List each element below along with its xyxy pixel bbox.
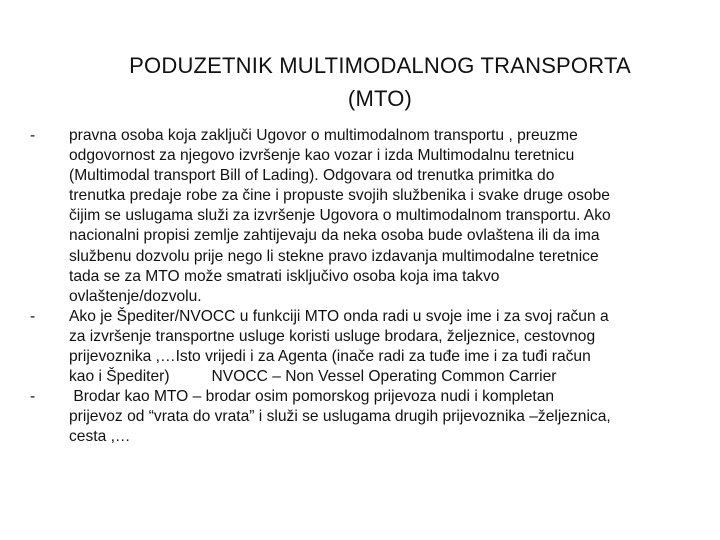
bullet-item-mto-definition bbox=[30, 126, 690, 307]
bullet-line: službenu dozvolu prije nego li stekne pravo izdavanja multimodalne teretnice bbox=[69, 247, 599, 265]
bullet-list bbox=[30, 126, 690, 448]
bullet-line: (Multimodal transport Bill of Lading). Odgovara od trenutka primitka do bbox=[69, 167, 555, 185]
bullet-line: ovlaštenje/dozvolu. bbox=[69, 287, 202, 305]
bullet-line: Brodar kao MTO – brodar osim pomorskog prijevoza nudi i kompletan bbox=[69, 388, 555, 406]
nvocc-definition: NVOCC – Non Vessel Operating Common Carrier bbox=[211, 368, 557, 386]
bullet-line: tada se za MTO može smatrati isključivo osoba koja ima takvo bbox=[69, 267, 500, 285]
bullet-item-spediter-nvocc bbox=[30, 307, 690, 387]
slide-title bbox=[40, 49, 720, 115]
bullet-line: prijevoz od “vrata do vrata” i služi se uslugama drugih prijevoznika –željeznica, bbox=[69, 408, 611, 426]
bullet-line: prijevoznika ,…Isto vrijedi i za Agenta (inače radi za tuđe ime i za tuđi račun bbox=[69, 348, 591, 366]
bullet-text bbox=[69, 307, 690, 387]
bullet-marker: - bbox=[30, 388, 36, 406]
bullet-line: pravna osoba koja zaključi Ugovor o multimodalnom transportu , preuzme bbox=[69, 127, 578, 144]
bullet-line-left: kao i Špediter) bbox=[69, 368, 170, 386]
bullet-line: čijim se uslugama služi za izvršenje Ugovora o multimodalnom transportu. Ako bbox=[69, 207, 611, 225]
bullet-text bbox=[69, 387, 690, 447]
bullet-line: Ako je Špediter/NVOCC u funkciji MTO onda radi u svoje ime i za svoj račun a bbox=[69, 307, 609, 325]
bullet-marker: - bbox=[30, 127, 36, 144]
title-line-1: PODUZETNIK MULTIMODALNOG TRANSPORTA bbox=[129, 52, 631, 78]
bullet-line: cesta ,… bbox=[69, 428, 131, 446]
bullet-line: za izvršenje transportne usluge koristi usluge brodara, željeznice, cestovnog bbox=[69, 327, 596, 345]
bullet-text bbox=[69, 126, 690, 307]
bullet-item-brodar bbox=[30, 387, 690, 447]
bullet-line-last bbox=[69, 367, 690, 387]
bullet-line: nacionalni propisi zemlje zahtijevaju da neka osoba bude ovlaštena ili da ima bbox=[69, 227, 600, 245]
bullet-line: odgovornost za njegovo izvršenje kao vozar i izda Multimodalnu teretnicu bbox=[69, 147, 575, 165]
bullet-line: trenutka predaje robe za čine i propuste svojih službenika i svake druge osobe bbox=[69, 187, 610, 205]
title-line-2: (MTO) bbox=[347, 85, 413, 111]
bullet-marker: - bbox=[30, 307, 36, 325]
